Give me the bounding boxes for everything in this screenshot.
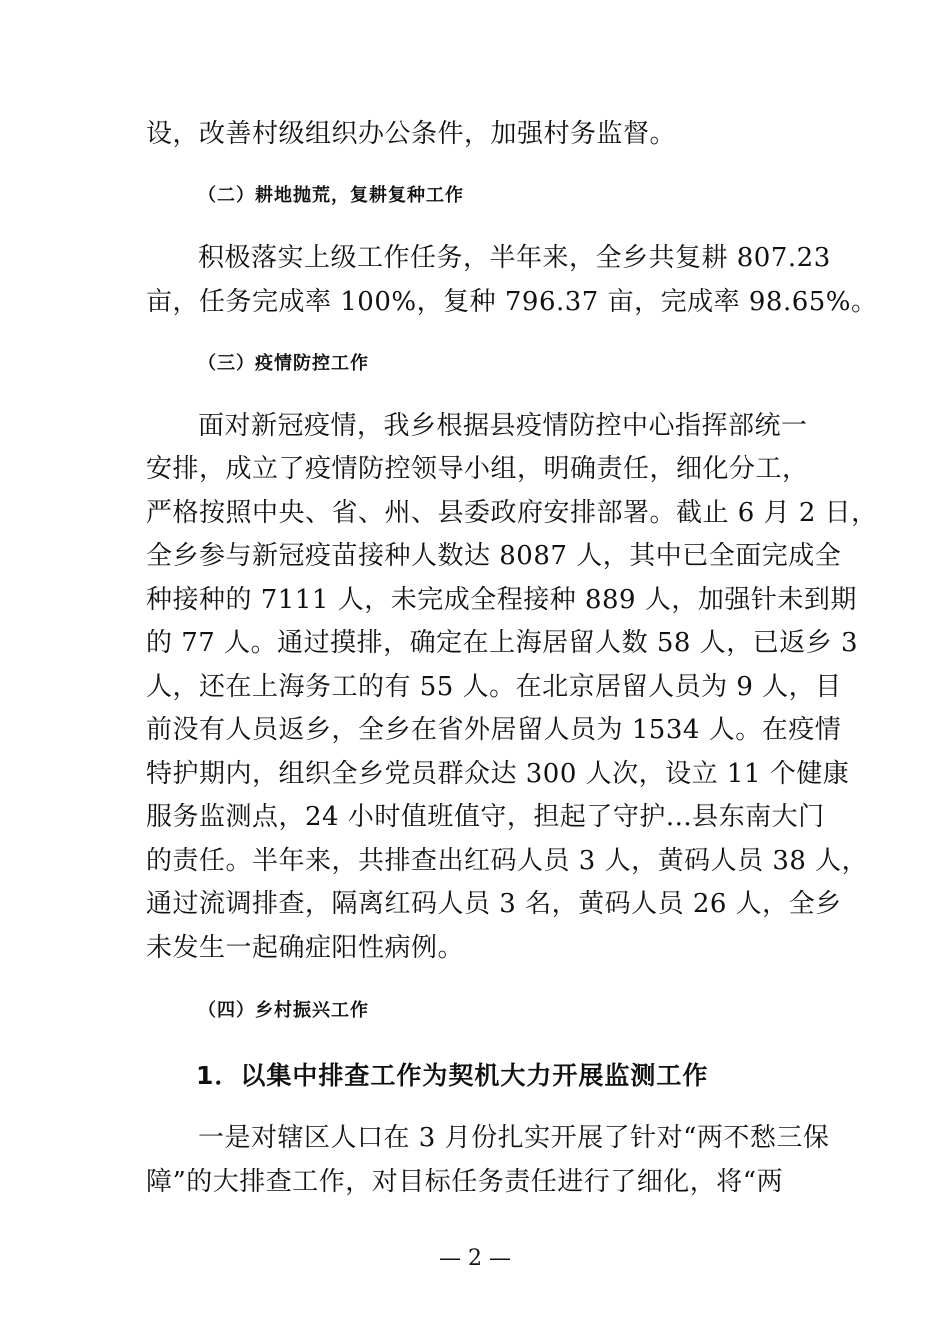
paragraph-line: 种接种的 7111 人，未完成全程接种 889 人，加强针未到期: [146, 585, 857, 615]
paragraph-line: 通过流调排查，隔离红码人员 3 名，黄码人员 26 人，全乡: [146, 889, 842, 919]
paragraph-line: 面对新冠疫情，我乡根据县疫情防控中心指挥部统一: [198, 411, 808, 441]
paragraph-line: 严格按照中央、省、州、县委政府安排部署。截止 6 月 2 日，: [146, 498, 878, 528]
section-heading-2: （二）耕地抛荒，复耕复种工作: [198, 185, 464, 206]
section-heading-3: （三）疫情防控工作: [198, 353, 369, 374]
paragraph-line: 一是对辖区人口在 3 月份扎实开展了针对“两不愁三保: [198, 1123, 830, 1153]
paragraph-line: 服务监测点，24 小时值班值守，担起了守护...县东南大门: [146, 802, 825, 832]
paragraph-line: 障”的大排查工作，对目标任务责任进行了细化，将“两: [146, 1167, 784, 1197]
paragraph-line: 全乡参与新冠疫苗接种人数达 8087 人，其中已全面完成全: [146, 541, 842, 571]
paragraph-line: 积极落实上级工作任务，半年来，全乡共复耕 807.23: [198, 243, 831, 273]
paragraph-line: 安排，成立了疫情防控领导小组，明确责任，细化分工，: [146, 454, 809, 484]
paragraph-line: 的 77 人。通过摸排，确定在上海居留人数 58 人，已返乡 3: [146, 628, 859, 658]
paragraph-line: 亩，任务完成率 100%，复种 796.37 亩，完成率 98.65%。: [146, 287, 878, 317]
paragraph-line: 的责任。半年来，共排查出红码人员 3 人，黄码人员 38 人，: [146, 846, 869, 876]
page-number: — 2 —: [439, 1246, 511, 1271]
subsection-heading: 1．以集中排查工作为契机大力开展监测工作: [196, 1061, 709, 1090]
paragraph-line: 未发生一起确症阳性病例。: [146, 933, 465, 963]
paragraph-line: 设，改善村级组织办公条件，加强村务监督。: [146, 119, 677, 149]
paragraph-line: 人，还在上海务工的有 55 人。在北京居留人员为 9 人，目: [146, 672, 842, 702]
paragraph-line: 前没有人员返乡，全乡在省外居留人员为 1534 人。在疫情: [146, 715, 842, 745]
paragraph-line: 特护期内，组织全乡党员群众达 300 人次，设立 11 个健康: [146, 759, 850, 789]
section-heading-4: （四）乡村振兴工作: [198, 1000, 369, 1021]
